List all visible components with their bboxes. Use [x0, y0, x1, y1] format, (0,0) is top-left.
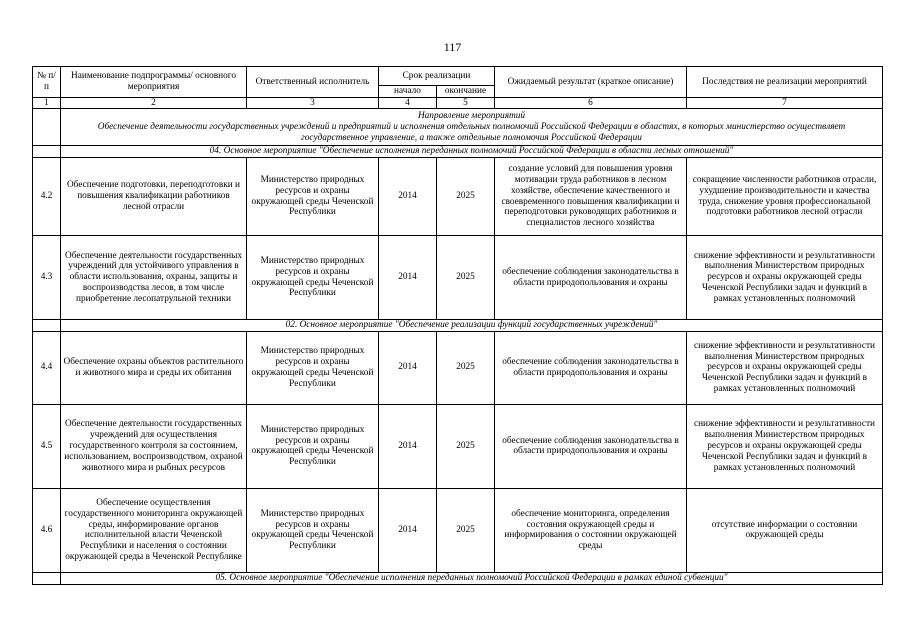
header-row — [33, 67, 883, 86]
table-row — [33, 404, 883, 488]
row-name: Обеспечение деятельности государственных учреждений для устойчивого управления в области использования, охраны, защиты и воспроизводства лесов, в том числе приобретение лесопатрульной техники — [61, 236, 247, 320]
row-name: Обеспечение деятельности государственных учреждений для осуществления государственного контроля за состоянием, использованием, воспроизводством, охраной животного мира и рыбных ресурсов — [61, 404, 247, 488]
banner-description: Обеспечение деятельности государственных учреждений и предприятий и исполнения отдельных полномочий Российской Федерации в областях, в которых министерство осуществляет государственное управление, а также отдельные полномочия Российской Федерации — [97, 121, 846, 143]
column-numbers-row — [33, 97, 883, 109]
row-name: Обеспечение осуществления государственного мониторинга окружающей среды, информирование органов исполнительной власти Чеченской Республики и населения о состоянии окружающей среды в Чеченской Республике — [61, 488, 247, 572]
header-name: Наименование подпрограммы/ основного мероприятия — [61, 67, 247, 98]
table-row — [33, 158, 883, 236]
row-result: обеспечение мониторинга, определения состояния окружающей среды и информирования о состоянии окружающей среды — [495, 488, 687, 572]
row-executor: Министерство природных ресурсов и охраны окружающей среды Чеченской Республики — [247, 488, 379, 572]
row-num: 4.2 — [33, 158, 61, 236]
row-executor: Министерство природных ресурсов и охраны окружающей среды Чеченской Республики — [247, 331, 379, 404]
row-result: обеспечение соблюдения законодательства в области природопользования и охраны — [495, 331, 687, 404]
row-executor: Министерство природных ресурсов и охраны окружающей среды Чеченской Республики — [247, 236, 379, 320]
row-consequences: сокращение численности работников отрасли, ухудшение производительности и качества труда, снижение уровня профессиональной подготовки работников лесной отрасли — [687, 158, 883, 236]
row-start: 2014 — [379, 404, 437, 488]
direction-banner-row — [33, 109, 883, 146]
column-number: 7 — [687, 97, 883, 109]
row-consequences: снижение эффективности и результативности выполнения Министерством природных ресурсов и охраны окружающей среды Чеченской Республики задач и функций в рамках установленных полномочий — [687, 236, 883, 320]
row-num: 4.5 — [33, 404, 61, 488]
row-num: 4.3 — [33, 236, 61, 320]
section-row — [33, 572, 883, 584]
row-start: 2014 — [379, 158, 437, 236]
row-start: 2014 — [379, 331, 437, 404]
row-result: обеспечение соблюдения законодательства в области природопользования и охраны — [495, 236, 687, 320]
row-end: 2025 — [437, 488, 495, 572]
column-number: 3 — [247, 97, 379, 109]
header-executor: Ответственный исполнитель — [247, 67, 379, 98]
header-start: начало — [379, 86, 437, 98]
row-name: Обеспечение подготовки, переподготовки и повышения квалификации работников лесной отрасли — [61, 158, 247, 236]
row-end: 2025 — [437, 331, 495, 404]
section-title-05: 05. Основное мероприятие "Обеспечение исполнения переданных полномочий Российской Федерации в рамках единой субвенции" — [61, 572, 883, 584]
header-end: окончание — [437, 86, 495, 98]
section-empty-cell — [33, 572, 61, 584]
column-number: 2 — [61, 97, 247, 109]
header-num: № п/п — [33, 67, 61, 98]
row-start: 2014 — [379, 488, 437, 572]
row-consequences: снижение эффективности и результативности выполнения Министерством природных ресурсов и охраны окружающей среды Чеченской Республики задач и функций в рамках установленных полномочий — [687, 331, 883, 404]
row-end: 2025 — [437, 158, 495, 236]
table-row — [33, 331, 883, 404]
section-empty-cell — [33, 146, 61, 158]
header-result: Ожидаемый результат (краткое описание) — [495, 67, 687, 98]
row-executor: Министерство природных ресурсов и охраны окружающей среды Чеченской Республики — [247, 158, 379, 236]
row-consequences: снижение эффективности и результативности выполнения Министерством природных ресурсов и охраны окружающей среды Чеченской Республики задач и функций в рамках установленных полномочий — [687, 404, 883, 488]
row-name: Обеспечение охраны объектов растительного и животного мира и среды их обитания — [61, 331, 247, 404]
column-number: 1 — [33, 97, 61, 109]
row-num: 4.6 — [33, 488, 61, 572]
row-num: 4.4 — [33, 331, 61, 404]
table-row — [33, 236, 883, 320]
banner-title: Направление мероприятий — [417, 111, 526, 122]
row-end: 2025 — [437, 236, 495, 320]
direction-banner — [61, 109, 883, 146]
section-row — [33, 146, 883, 158]
section-title-02: 02. Основное мероприятие "Обеспечение реализации функций государственных учреждений" — [61, 320, 883, 332]
page-number: 117 — [443, 40, 462, 54]
column-number: 5 — [437, 97, 495, 109]
header-consequences: Последствия не реализации мероприятий — [687, 67, 883, 98]
section-title-04: 04. Основное мероприятие "Обеспечение исполнения переданных полномочий Российской Федерации в области лесных отношений" — [61, 146, 883, 158]
header-period: Срок реализации — [379, 67, 495, 86]
row-end: 2025 — [437, 404, 495, 488]
row-result: обеспечение соблюдения законодательства в области природопользования и охраны — [495, 404, 687, 488]
row-start: 2014 — [379, 236, 437, 320]
table-row — [33, 488, 883, 572]
row-result: создание условий для повышения уровня мотивации труда работников в лесном хозяйстве, обеспечение качественного и своевременного повышения квалификации и переподготовки руководящих работников и специалистов лесного хозяйства — [495, 158, 687, 236]
banner-empty-cell — [33, 109, 61, 146]
row-executor: Министерство природных ресурсов и охраны окружающей среды Чеченской Республики — [247, 404, 379, 488]
row-consequences: отсутствие информации о состоянии окружающей среды — [687, 488, 883, 572]
section-empty-cell — [33, 320, 61, 332]
section-row — [33, 320, 883, 332]
column-number: 6 — [495, 97, 687, 109]
column-number: 4 — [379, 97, 437, 109]
measures-table — [32, 66, 883, 585]
